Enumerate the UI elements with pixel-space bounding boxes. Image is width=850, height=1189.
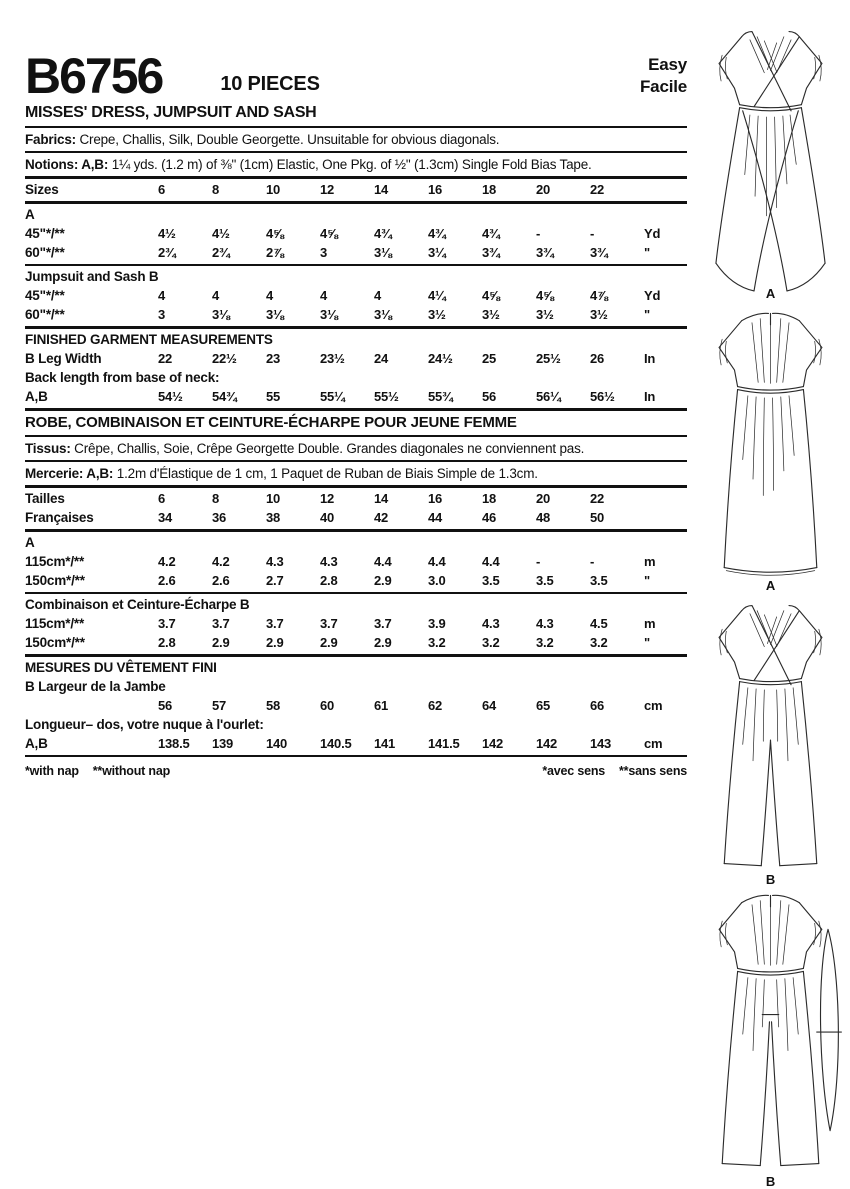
value-cell: 141 bbox=[374, 736, 396, 752]
unit-cell: " bbox=[644, 573, 650, 589]
value-cell: 34 bbox=[158, 510, 173, 526]
value-cell: 2.9 bbox=[212, 635, 230, 651]
value-cell: 4⅞ bbox=[590, 287, 608, 303]
value-cell: 3.5 bbox=[482, 573, 500, 589]
row-label: 45"*/** bbox=[25, 225, 65, 241]
divider-rule bbox=[25, 126, 687, 128]
value-cell: 3⅛ bbox=[320, 307, 338, 323]
value-cell: 24 bbox=[374, 350, 389, 366]
dress-front-drawing bbox=[688, 12, 850, 292]
info-line-label: Fabrics: bbox=[25, 132, 76, 147]
value-cell: 4.2 bbox=[158, 553, 176, 569]
dress-front-illustration bbox=[688, 12, 850, 301]
value-cell: 4.4 bbox=[482, 553, 500, 569]
divider-rule bbox=[25, 654, 687, 657]
pattern-number: B6756 bbox=[25, 47, 163, 104]
difficulty-badge bbox=[640, 54, 687, 100]
value-cell: 4 bbox=[158, 287, 166, 303]
value-cell: 50 bbox=[590, 510, 605, 526]
row-label: 150cm*/** bbox=[25, 573, 85, 589]
row-label: 45"*/** bbox=[25, 287, 65, 303]
value-cell: 2¾ bbox=[212, 245, 230, 261]
divider-rule bbox=[25, 201, 687, 204]
page-title: MISSES' DRESS, JUMPSUIT AND SASH bbox=[25, 104, 317, 121]
value-cell: 4.3 bbox=[482, 615, 500, 631]
value-cell: - bbox=[590, 225, 595, 241]
value-cell: 4.4 bbox=[428, 553, 446, 569]
table-row bbox=[25, 614, 687, 634]
value-cell: 24½ bbox=[428, 350, 453, 366]
value-cell: 44 bbox=[428, 510, 443, 526]
value-cell: 4 bbox=[320, 287, 328, 303]
value-cell: 3.2 bbox=[428, 635, 446, 651]
unit-cell: " bbox=[644, 635, 650, 651]
value-cell: 142 bbox=[536, 736, 558, 752]
table-row bbox=[25, 633, 687, 653]
row-label: Tailles bbox=[25, 490, 65, 506]
value-cell: 3.5 bbox=[536, 573, 554, 589]
value-cell: 3.7 bbox=[212, 615, 230, 631]
divider-rule bbox=[25, 435, 687, 437]
difficulty-fr: Facile bbox=[640, 76, 687, 96]
table-row bbox=[25, 387, 687, 407]
value-cell: 62 bbox=[428, 697, 443, 713]
jumpsuit-back-illustration bbox=[688, 878, 850, 1189]
value-cell: 55½ bbox=[374, 389, 399, 405]
value-cell: 3.7 bbox=[320, 615, 338, 631]
table-row bbox=[25, 286, 687, 306]
section-heading: A bbox=[25, 206, 35, 222]
divider-rule bbox=[25, 264, 687, 266]
value-cell: 142 bbox=[482, 736, 504, 752]
value-cell: 58 bbox=[266, 697, 281, 713]
value-cell: 4.5 bbox=[590, 615, 608, 631]
row-label: 115cm*/** bbox=[25, 615, 85, 631]
value-cell: 4½ bbox=[212, 225, 230, 241]
value-cell: 4.4 bbox=[374, 553, 392, 569]
value-cell: 14 bbox=[374, 182, 389, 198]
divider-rule bbox=[25, 460, 687, 462]
unit-cell: m bbox=[644, 553, 656, 569]
value-cell: 2.9 bbox=[374, 573, 392, 589]
view-label: B bbox=[765, 1174, 776, 1189]
value-cell: 3 bbox=[158, 307, 166, 323]
value-cell: 25 bbox=[482, 350, 497, 366]
value-cell: 54¾ bbox=[212, 389, 237, 405]
divider-rule bbox=[25, 529, 687, 532]
value-cell: 4 bbox=[266, 287, 274, 303]
value-cell: - bbox=[536, 553, 541, 569]
value-cell: 4.3 bbox=[536, 615, 554, 631]
row-label: Sizes bbox=[25, 182, 59, 198]
size-table bbox=[25, 126, 687, 757]
value-cell: 57 bbox=[212, 697, 227, 713]
value-cell: 3½ bbox=[428, 307, 446, 323]
value-cell: 18 bbox=[482, 182, 497, 198]
value-cell: 66 bbox=[590, 697, 605, 713]
section-heading: MESURES DU VÊTEMENT FINI bbox=[25, 659, 217, 675]
table-row bbox=[25, 508, 687, 528]
value-cell: 65 bbox=[536, 697, 551, 713]
value-cell: 4¾ bbox=[482, 225, 500, 241]
value-cell: 4.2 bbox=[212, 553, 230, 569]
header bbox=[25, 0, 687, 104]
value-cell: 3.5 bbox=[590, 573, 608, 589]
row-label: A,B bbox=[25, 736, 48, 752]
value-cell: 61 bbox=[374, 697, 389, 713]
footnote-sans-sens: **sans sens bbox=[619, 763, 687, 778]
value-cell: 56 bbox=[482, 389, 497, 405]
dress-back-drawing bbox=[688, 296, 850, 584]
section-heading: FINISHED GARMENT MEASUREMENTS bbox=[25, 331, 273, 347]
value-cell: 64 bbox=[482, 697, 497, 713]
info-line: Mercerie: A,B: 1.2m d'Élastique de 1 cm, 1 Paquet de Ruban de Biais Simple de 1.3cm. bbox=[25, 465, 538, 481]
value-cell: 2.9 bbox=[374, 635, 392, 651]
pieces-count: 10 PIECES bbox=[220, 73, 320, 95]
value-cell: 42 bbox=[374, 510, 389, 526]
table-row bbox=[25, 734, 687, 754]
info-line: Tissus: Crêpe, Challis, Soie, Crêpe Georgette Double. Grandes diagonales ne conviennent pas. bbox=[25, 440, 585, 456]
footnote-avec-sens: *avec sens bbox=[542, 763, 606, 778]
value-cell: 3½ bbox=[482, 307, 500, 323]
value-cell: 14 bbox=[374, 490, 389, 506]
value-cell: 23 bbox=[266, 350, 281, 366]
divider-rule bbox=[25, 408, 687, 411]
value-cell: 10 bbox=[266, 182, 281, 198]
value-cell: 2.6 bbox=[212, 573, 230, 589]
unit-cell: " bbox=[644, 245, 650, 261]
value-cell: 23½ bbox=[320, 350, 345, 366]
difficulty-en: Easy bbox=[648, 54, 687, 74]
value-cell: 6 bbox=[158, 182, 166, 198]
value-cell: 4 bbox=[212, 287, 220, 303]
info-line-label: Notions: A,B: bbox=[25, 157, 109, 172]
section-heading: Back length from base of neck: bbox=[25, 370, 220, 385]
table-row bbox=[25, 696, 687, 716]
table-row bbox=[25, 224, 687, 244]
value-cell: 4¾ bbox=[428, 225, 446, 241]
jumpsuit-front-drawing bbox=[688, 586, 850, 878]
value-cell: - bbox=[590, 553, 595, 569]
value-cell: 12 bbox=[320, 490, 335, 506]
value-cell: 56½ bbox=[590, 389, 615, 405]
value-cell: 4⅝ bbox=[266, 225, 284, 241]
value-cell: 25½ bbox=[536, 350, 561, 366]
unit-cell: cm bbox=[644, 697, 663, 713]
value-cell: 8 bbox=[212, 490, 220, 506]
footnote-without-nap: **without nap bbox=[92, 763, 171, 778]
footnote-with-nap: *with nap bbox=[25, 763, 79, 778]
section-heading: ROBE, COMBINAISON ET CEINTURE-ÉCHARPE POUR JEUNE FEMME bbox=[25, 413, 517, 431]
value-cell: 3.2 bbox=[536, 635, 554, 651]
table-row bbox=[25, 305, 687, 325]
value-cell: 3¾ bbox=[536, 245, 554, 261]
info-column bbox=[25, 0, 687, 783]
table-row bbox=[25, 571, 687, 591]
value-cell: 46 bbox=[482, 510, 497, 526]
value-cell: 141.5 bbox=[428, 736, 460, 752]
value-cell: 3½ bbox=[536, 307, 554, 323]
info-line: Notions: A,B: 1¼ yds. (1.2 m) of ⅜" (1cm) Elastic, One Pkg. of ½" (1.3cm) Single Fold Bias Tape. bbox=[25, 157, 592, 172]
value-cell: 20 bbox=[536, 490, 551, 506]
value-cell: 6 bbox=[158, 490, 166, 506]
unit-cell: Yd bbox=[644, 287, 661, 303]
value-cell: 3¾ bbox=[590, 245, 608, 261]
value-cell: 10 bbox=[266, 490, 281, 506]
value-cell: 48 bbox=[536, 510, 551, 526]
value-cell: 138.5 bbox=[158, 736, 190, 752]
divider-rule bbox=[25, 485, 687, 488]
value-cell: 3 bbox=[320, 245, 328, 261]
jumpsuit-front-illustration bbox=[688, 586, 850, 887]
value-cell: 3.7 bbox=[266, 615, 284, 631]
value-cell: 22½ bbox=[212, 350, 237, 366]
table-row bbox=[25, 180, 687, 200]
view-label: A bbox=[765, 286, 776, 301]
value-cell: 12 bbox=[320, 182, 335, 198]
value-cell: 4.3 bbox=[266, 553, 284, 569]
value-cell: 3⅛ bbox=[374, 307, 392, 323]
value-cell: 2.9 bbox=[266, 635, 284, 651]
section-heading: A bbox=[25, 534, 35, 550]
value-cell: 55¼ bbox=[320, 389, 345, 405]
value-cell: 2.9 bbox=[320, 635, 338, 651]
info-line-label: Mercerie: A,B: bbox=[25, 465, 114, 481]
unit-cell: " bbox=[644, 307, 650, 323]
footnotes bbox=[25, 759, 687, 783]
divider-rule bbox=[25, 592, 687, 594]
value-cell: 3⅛ bbox=[266, 307, 284, 323]
value-cell: 4¼ bbox=[428, 287, 446, 303]
jumpsuit-back-drawing bbox=[688, 878, 850, 1180]
row-label: 60"*/** bbox=[25, 245, 65, 261]
value-cell: 3.0 bbox=[428, 573, 446, 589]
value-cell: 16 bbox=[428, 182, 443, 198]
section-heading: Longueur– dos, votre nuque à l'ourlet: bbox=[25, 717, 264, 732]
value-cell: 3¾ bbox=[482, 245, 500, 261]
row-label: 115cm*/** bbox=[25, 553, 85, 569]
row-label: 60"*/** bbox=[25, 307, 65, 323]
row-label: A,B bbox=[25, 389, 48, 405]
value-cell: 55¾ bbox=[428, 389, 453, 405]
value-cell: 4½ bbox=[158, 225, 176, 241]
unit-cell: Yd bbox=[644, 225, 661, 241]
value-cell: 2.6 bbox=[158, 573, 176, 589]
value-cell: 3.7 bbox=[374, 615, 392, 631]
unit-cell: In bbox=[644, 350, 656, 366]
value-cell: 2.8 bbox=[158, 635, 176, 651]
value-cell: 4 bbox=[374, 287, 382, 303]
unit-cell: cm bbox=[644, 736, 663, 752]
value-cell: 56¼ bbox=[536, 389, 561, 405]
value-cell: 4⅝ bbox=[482, 287, 500, 303]
value-cell: 2.8 bbox=[320, 573, 338, 589]
row-label: 150cm*/** bbox=[25, 635, 85, 651]
value-cell: 16 bbox=[428, 490, 443, 506]
value-cell: 139 bbox=[212, 736, 234, 752]
info-line-label: Tissus: bbox=[25, 440, 71, 456]
value-cell: 2¾ bbox=[158, 245, 176, 261]
value-cell: 140.5 bbox=[320, 736, 352, 752]
value-cell: 4⅝ bbox=[320, 225, 338, 241]
value-cell: 18 bbox=[482, 490, 497, 506]
value-cell: 140 bbox=[266, 736, 288, 752]
value-cell: 38 bbox=[266, 510, 281, 526]
value-cell: 3½ bbox=[590, 307, 608, 323]
value-cell: 56 bbox=[158, 697, 173, 713]
value-cell: 36 bbox=[212, 510, 227, 526]
section-heading: Combinaison et Ceinture-Écharpe B bbox=[25, 596, 250, 612]
value-cell: 22 bbox=[590, 182, 605, 198]
divider-rule bbox=[25, 755, 687, 757]
table-row bbox=[25, 349, 687, 369]
value-cell: 20 bbox=[536, 182, 551, 198]
value-cell: 3⅛ bbox=[374, 245, 392, 261]
value-cell: 3.2 bbox=[590, 635, 608, 651]
info-line: Fabrics: Crepe, Challis, Silk, Double Georgette. Unsuitable for obvious diagonals. bbox=[25, 132, 500, 147]
value-cell: 22 bbox=[158, 350, 173, 366]
divider-rule bbox=[25, 326, 687, 329]
value-cell: 3¼ bbox=[428, 245, 446, 261]
value-cell: 3⅛ bbox=[212, 307, 230, 323]
unit-cell: m bbox=[644, 615, 656, 631]
value-cell: - bbox=[536, 225, 541, 241]
value-cell: 4¾ bbox=[374, 225, 392, 241]
divider-rule bbox=[25, 176, 687, 179]
table-row bbox=[25, 552, 687, 572]
value-cell: 2.7 bbox=[266, 573, 284, 589]
value-cell: 4⅝ bbox=[536, 287, 554, 303]
table-row bbox=[25, 243, 687, 263]
row-label: B Leg Width bbox=[25, 350, 102, 366]
value-cell: 22 bbox=[590, 490, 605, 506]
dress-back-illustration bbox=[688, 296, 850, 593]
row-label: Françaises bbox=[25, 510, 94, 526]
value-cell: 54½ bbox=[158, 389, 183, 405]
view-label: B bbox=[765, 872, 776, 887]
value-cell: 2⅞ bbox=[266, 245, 284, 261]
section-heading: Jumpsuit and Sash B bbox=[25, 268, 159, 284]
value-cell: 8 bbox=[212, 182, 220, 198]
value-cell: 26 bbox=[590, 350, 605, 366]
value-cell: 3.9 bbox=[428, 615, 446, 631]
divider-rule bbox=[25, 151, 687, 153]
value-cell: 3.7 bbox=[158, 615, 176, 631]
value-cell: 60 bbox=[320, 697, 335, 713]
value-cell: 4.3 bbox=[320, 553, 338, 569]
value-cell: 40 bbox=[320, 510, 335, 526]
table-row bbox=[25, 489, 687, 509]
section-heading: B Largeur de la Jambe bbox=[25, 678, 166, 694]
unit-cell: In bbox=[644, 389, 656, 405]
value-cell: 143 bbox=[590, 736, 612, 752]
value-cell: 55 bbox=[266, 389, 281, 405]
value-cell: 3.2 bbox=[482, 635, 500, 651]
view-label: A bbox=[765, 578, 776, 593]
